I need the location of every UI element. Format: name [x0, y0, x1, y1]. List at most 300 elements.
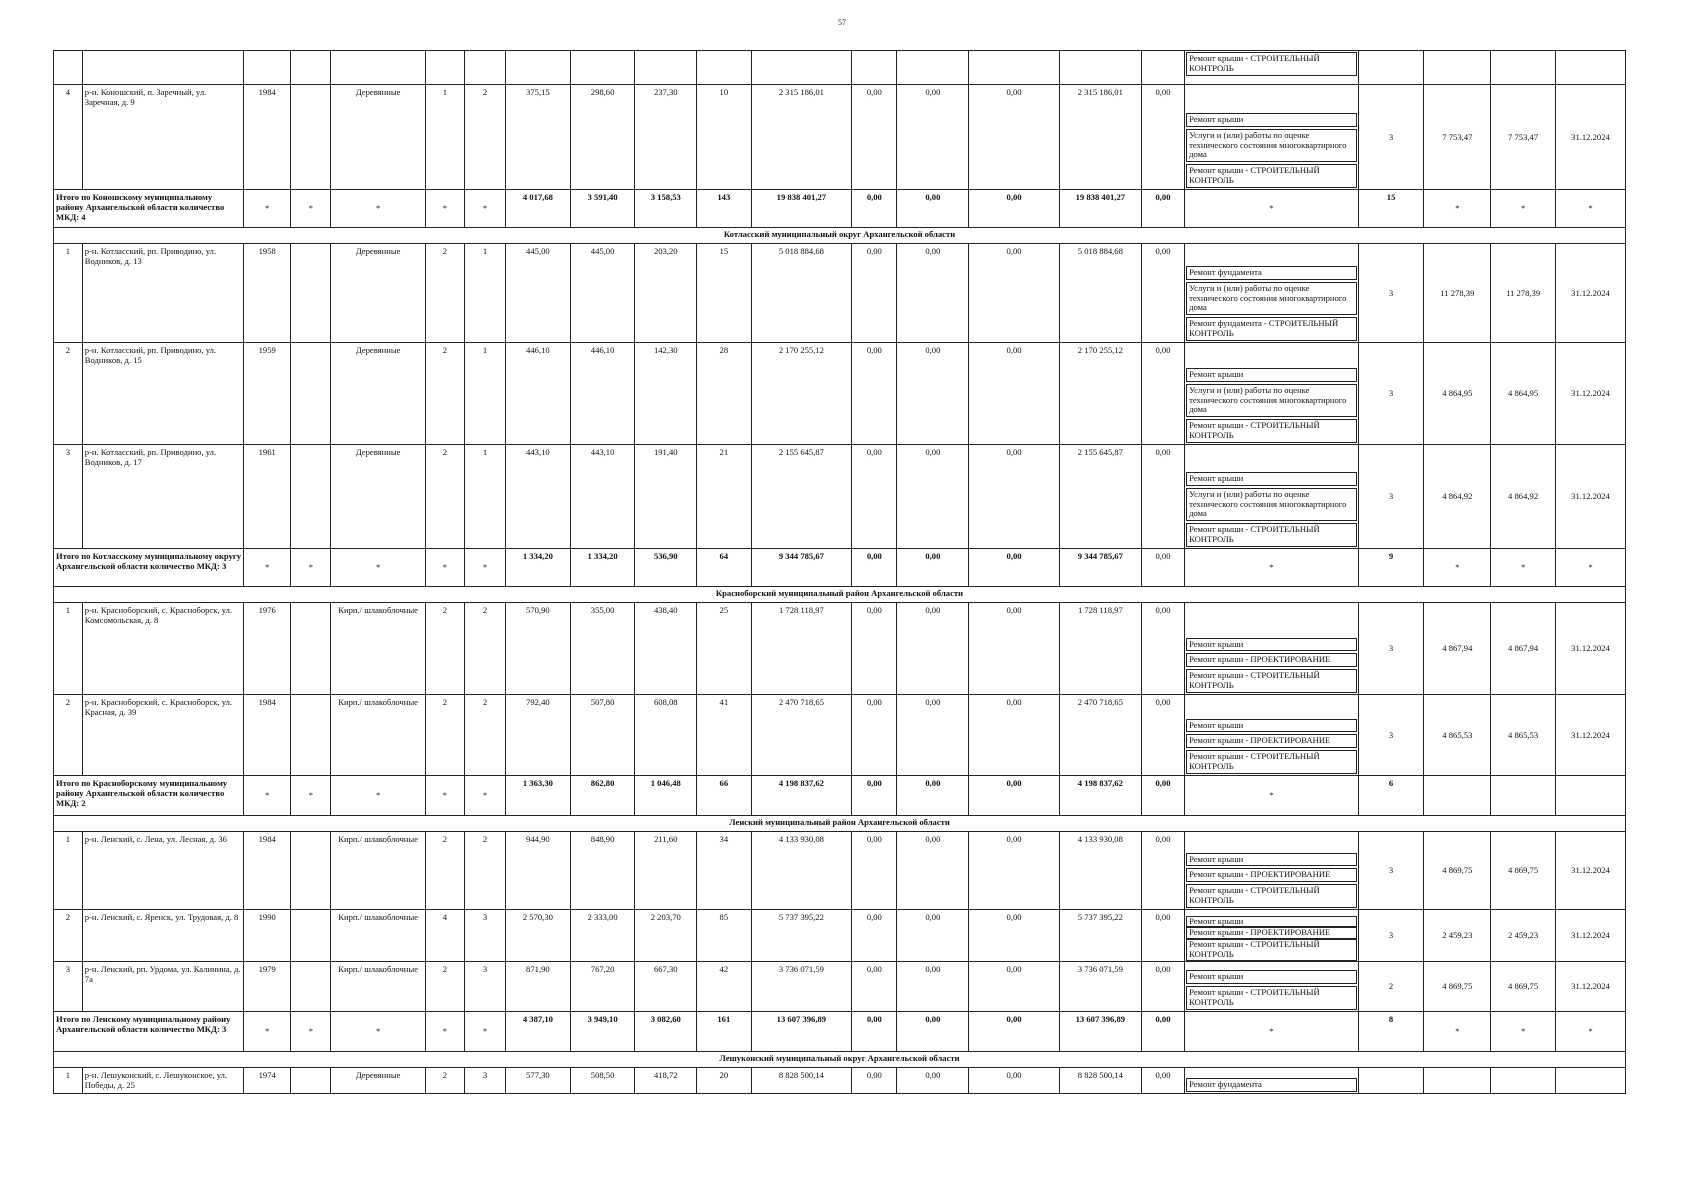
budget-region: 0,00 — [897, 832, 969, 910]
works-count: 2 — [1358, 962, 1424, 1012]
unit-cost: 4 864,92 — [1424, 445, 1491, 549]
residents: 25 — [697, 603, 751, 695]
empty-cell — [1555, 776, 1625, 816]
houses-table — [53, 50, 1626, 1094]
region-title: Лешуконский муниципальный округ Архангельской области — [54, 1052, 1626, 1068]
subtotal-star: * — [464, 549, 505, 587]
work-types-cell — [1185, 445, 1359, 549]
fund: 0,00 — [852, 695, 897, 776]
subtotal-budget-region: 0,00 — [897, 549, 969, 587]
build-year: 1984 — [244, 695, 291, 776]
empty-cell — [464, 51, 505, 85]
owners: 8 828 500,14 — [1059, 1068, 1141, 1094]
work-type-item: Ремонт крыши — [1186, 113, 1357, 127]
unit-cost-limit: 4 865,53 — [1491, 695, 1556, 776]
budget-local: 0,00 — [969, 85, 1059, 190]
budget-region: 0,00 — [897, 244, 969, 343]
row-number: 1 — [54, 1068, 83, 1094]
work-type-item: Ремонт крыши - СТРОИТЕЛЬНЫЙ КОНТРОЛЬ — [1186, 939, 1357, 961]
deadline: 31.12.2024 — [1555, 962, 1625, 1012]
subtotal-works-count: 6 — [1358, 776, 1424, 816]
empty-cell — [291, 910, 331, 962]
works-count: 3 — [1358, 603, 1424, 695]
work-type-item: Ремонт фундамента — [1186, 266, 1357, 280]
entrances: 2 — [464, 603, 505, 695]
budget-region: 0,00 — [897, 962, 969, 1012]
unit-cost: 4 869,75 — [1424, 962, 1491, 1012]
subtotal-star: * — [244, 776, 291, 816]
empty-cell — [1141, 51, 1184, 85]
area-residents: 418,72 — [635, 1068, 697, 1094]
work-type-item: Ремонт крыши — [1186, 368, 1357, 382]
floors: 2 — [425, 244, 464, 343]
subtotal-star: * — [1424, 1012, 1491, 1052]
residents: 42 — [697, 962, 751, 1012]
work-types-cell — [1185, 832, 1359, 910]
subtotal-star: * — [1491, 549, 1556, 587]
subtotal-other: 0,00 — [1141, 776, 1184, 816]
house-row — [54, 85, 1626, 190]
build-year: 1961 — [244, 445, 291, 549]
subtotal-owners: 13 607 396,89 — [1059, 1012, 1141, 1052]
work-type-item: Ремонт крыши - ПРОЕКТИРОВАНИЕ — [1186, 868, 1357, 882]
subtotal-residents: 143 — [697, 190, 751, 228]
build-year: 1979 — [244, 962, 291, 1012]
subtotal-area-living: 3 949,10 — [570, 1012, 635, 1052]
subtotal-star: * — [1424, 190, 1491, 228]
house-row — [54, 962, 1626, 1012]
empty-cell — [291, 962, 331, 1012]
budget-local: 0,00 — [969, 343, 1059, 445]
area-residents: 608,08 — [635, 695, 697, 776]
entrances: 1 — [464, 244, 505, 343]
owners: 5 737 395,22 — [1059, 910, 1141, 962]
work-type-item: Ремонт крыши - СТРОИТЕЛЬНЫЙ КОНТРОЛЬ — [1186, 669, 1357, 693]
subtotal-budget-local: 0,00 — [969, 1012, 1059, 1052]
house-row — [54, 832, 1626, 910]
deadline: 31.12.2024 — [1555, 603, 1625, 695]
area-residents: 211,60 — [635, 832, 697, 910]
area-residents: 2 203,70 — [635, 910, 697, 962]
subtotal-area-residents: 1 046,48 — [635, 776, 697, 816]
other: 0,00 — [1141, 910, 1184, 962]
floors: 4 — [425, 910, 464, 962]
budget-region: 0,00 — [897, 343, 969, 445]
subtotal-star: * — [425, 776, 464, 816]
budget-region: 0,00 — [897, 445, 969, 549]
work-types-cell — [1185, 695, 1359, 776]
other: 0,00 — [1141, 603, 1184, 695]
row-number: 1 — [54, 832, 83, 910]
subtotal-fund: 0,00 — [852, 549, 897, 587]
subtotal-area-residents: 3 158,53 — [635, 190, 697, 228]
wall-material: Кирп./ шлакоблочные — [331, 962, 426, 1012]
house-address: р-н. Лешуконский, с. Лешуконское, ул. Победы, д. 25 — [82, 1068, 243, 1094]
subtotal-area-total: 1 363,30 — [506, 776, 571, 816]
empty-cell — [506, 51, 571, 85]
house-address: р-н. Красноборский, с. Красноборск, ул. Комсомольская, д. 8 — [82, 603, 243, 695]
subtotal-star: * — [244, 190, 291, 228]
area-living: 2 333,00 — [570, 910, 635, 962]
subtotal-budget-region: 0,00 — [897, 776, 969, 816]
works-count: 3 — [1358, 343, 1424, 445]
subtotal-area-living: 3 591,40 — [570, 190, 635, 228]
build-year: 1990 — [244, 910, 291, 962]
subtotal-star: * — [244, 549, 291, 587]
unit-cost: 4 867,94 — [1424, 603, 1491, 695]
empty-cell — [291, 51, 331, 85]
entrances: 2 — [464, 832, 505, 910]
area-residents: 191,40 — [635, 445, 697, 549]
unit-cost-limit: 4 864,95 — [1491, 343, 1556, 445]
subtotal-residents: 161 — [697, 1012, 751, 1052]
wall-material: Кирп./ шлакоблочные — [331, 832, 426, 910]
work-type-item: Ремонт крыши - СТРОИТЕЛЬНЫЙ КОНТРОЛЬ — [1186, 419, 1357, 443]
row-number: 2 — [54, 910, 83, 962]
budget-local: 0,00 — [969, 445, 1059, 549]
unit-cost — [1424, 1068, 1491, 1094]
empty-cell — [244, 51, 291, 85]
empty-cell — [291, 695, 331, 776]
subtotal-residents: 66 — [697, 776, 751, 816]
subtotal-star: * — [1424, 549, 1491, 587]
works-count: 3 — [1358, 244, 1424, 343]
subtotal-star: * — [464, 776, 505, 816]
floors: 2 — [425, 343, 464, 445]
area-total: 375,15 — [506, 85, 571, 190]
row-number: 1 — [54, 244, 83, 343]
subtotal-star: * — [291, 190, 331, 228]
cost: 1 728 118,97 — [751, 603, 852, 695]
subtotal-area-total: 4 387,10 — [506, 1012, 571, 1052]
build-year: 1958 — [244, 244, 291, 343]
cost: 8 828 500,14 — [751, 1068, 852, 1094]
empty-cell — [291, 343, 331, 445]
residents: 15 — [697, 244, 751, 343]
empty-cell — [1555, 51, 1625, 85]
house-address: р-н. Котласский, рп. Приводино, ул. Водников, д. 13 — [82, 244, 243, 343]
deadline: 31.12.2024 — [1555, 343, 1625, 445]
house-address: р-н. Ленский, с. Лена, ул. Лесная, д. 36 — [82, 832, 243, 910]
unit-cost-limit: 11 278,39 — [1491, 244, 1556, 343]
deadline: 31.12.2024 — [1555, 832, 1625, 910]
work-type-item: Ремонт крыши - ПРОЕКТИРОВАНИЕ — [1186, 927, 1357, 939]
empty-cell — [570, 51, 635, 85]
cost: 5 018 884,68 — [751, 244, 852, 343]
deadline: 31.12.2024 — [1555, 85, 1625, 190]
subtotal-cost: 19 838 401,27 — [751, 190, 852, 228]
subtotal-star: * — [291, 1012, 331, 1052]
subtotal-star: * — [244, 1012, 291, 1052]
cost: 2 170 255,12 — [751, 343, 852, 445]
wall-material: Деревянные — [331, 445, 426, 549]
subtotal-star: * — [1555, 190, 1625, 228]
entrances: 1 — [464, 445, 505, 549]
row-number: 2 — [54, 695, 83, 776]
subtotal-fund: 0,00 — [852, 1012, 897, 1052]
deadline: 31.12.2024 — [1555, 445, 1625, 549]
empty-cell — [291, 1068, 331, 1094]
subtotal-works-count: 15 — [1358, 190, 1424, 228]
wall-material: Деревянные — [331, 244, 426, 343]
area-living: 767,20 — [570, 962, 635, 1012]
house-row — [54, 343, 1626, 445]
fund: 0,00 — [852, 603, 897, 695]
unit-cost-limit: 4 869,75 — [1491, 832, 1556, 910]
cost: 5 737 395,22 — [751, 910, 852, 962]
other: 0,00 — [1141, 962, 1184, 1012]
subtotal-star: * — [425, 190, 464, 228]
unit-cost-limit: 4 867,94 — [1491, 603, 1556, 695]
owners: 3 736 071,59 — [1059, 962, 1141, 1012]
work-types-cell — [1185, 343, 1359, 445]
subtotal-label: Итого по Ленскому муниципальному району Архангельской области количество МКД: 3 — [54, 1012, 244, 1052]
work-types-cell — [1185, 603, 1359, 695]
subtotal-budget-local: 0,00 — [969, 549, 1059, 587]
cost: 2 155 645,87 — [751, 445, 852, 549]
work-type-item: Ремонт крыши — [1186, 916, 1357, 928]
subtotal-row — [54, 190, 1626, 228]
subtotal-area-living: 1 334,20 — [570, 549, 635, 587]
area-total: 445,00 — [506, 244, 571, 343]
other: 0,00 — [1141, 695, 1184, 776]
fund: 0,00 — [852, 1068, 897, 1094]
subtotal-cost: 9 344 785,67 — [751, 549, 852, 587]
subtotal-star: * — [464, 1012, 505, 1052]
unit-cost-limit: 4 864,92 — [1491, 445, 1556, 549]
region-title: Котласский муниципальный округ Архангельской области — [54, 228, 1626, 244]
row-number: 4 — [54, 85, 83, 190]
empty-cell — [331, 51, 426, 85]
subtotal-fund: 0,00 — [852, 190, 897, 228]
house-row — [54, 244, 1626, 343]
budget-region: 0,00 — [897, 695, 969, 776]
budget-local: 0,00 — [969, 910, 1059, 962]
work-type-item: Услуги и (или) работы по оценке технического состояния многоквартирного дома — [1186, 488, 1357, 522]
area-total: 871,90 — [506, 962, 571, 1012]
residents: 85 — [697, 910, 751, 962]
subtotal-star: * — [331, 549, 426, 587]
area-living: 445,00 — [570, 244, 635, 343]
budget-local: 0,00 — [969, 832, 1059, 910]
subtotal-other: 0,00 — [1141, 190, 1184, 228]
work-type-item: Ремонт крыши — [1186, 970, 1357, 984]
owners: 5 018 884,68 — [1059, 244, 1141, 343]
deadline: 31.12.2024 — [1555, 244, 1625, 343]
work-type-item: Ремонт крыши - ПРОЕКТИРОВАНИЕ — [1186, 653, 1357, 667]
work-type-item: Ремонт крыши - СТРОИТЕЛЬНЫЙ КОНТРОЛЬ — [1186, 986, 1357, 1010]
wall-material: Кирп./ шлакоблочные — [331, 695, 426, 776]
row-number: 3 — [54, 962, 83, 1012]
build-year: 1976 — [244, 603, 291, 695]
fund: 0,00 — [852, 85, 897, 190]
area-living: 446,10 — [570, 343, 635, 445]
cost: 3 736 071,59 — [751, 962, 852, 1012]
house-row — [54, 445, 1626, 549]
empty-cell — [1424, 776, 1491, 816]
other: 0,00 — [1141, 244, 1184, 343]
subtotal-area-total: 1 334,20 — [506, 549, 571, 587]
subtotal-star: * — [425, 1012, 464, 1052]
unit-cost-limit: 2 459,23 — [1491, 910, 1556, 962]
area-living: 507,80 — [570, 695, 635, 776]
work-type-item: Ремонт крыши — [1186, 719, 1357, 733]
subtotal-row — [54, 549, 1626, 587]
empty-cell — [82, 51, 243, 85]
works-count: 3 — [1358, 85, 1424, 190]
subtotal-other: 0,00 — [1141, 1012, 1184, 1052]
residents: 41 — [697, 695, 751, 776]
unit-cost-limit: 7 753,47 — [1491, 85, 1556, 190]
subtotal-star: * — [1491, 190, 1556, 228]
continued-row — [54, 51, 1626, 85]
owners: 4 133 930,08 — [1059, 832, 1141, 910]
residents: 34 — [697, 832, 751, 910]
work-types-cell — [1185, 962, 1359, 1012]
region-header-row — [54, 587, 1626, 603]
work-type-item: Услуги и (или) работы по оценке технического состояния многоквартирного дома — [1186, 129, 1357, 163]
work-type-item: Ремонт фундамента - СТРОИТЕЛЬНЫЙ КОНТРОЛЬ — [1186, 317, 1357, 341]
floors: 2 — [425, 445, 464, 549]
subtotal-star: * — [331, 190, 426, 228]
entrances: 3 — [464, 1068, 505, 1094]
row-number: 1 — [54, 603, 83, 695]
subtotal-star: * — [331, 1012, 426, 1052]
owners: 1 728 118,97 — [1059, 603, 1141, 695]
entrances: 3 — [464, 910, 505, 962]
area-total: 443,10 — [506, 445, 571, 549]
house-address: р-н. Коношский, п. Заречный, ул. Заречная, д. 9 — [82, 85, 243, 190]
subtotal-owners: 4 198 837,62 — [1059, 776, 1141, 816]
area-residents: 667,30 — [635, 962, 697, 1012]
works-count — [1358, 1068, 1424, 1094]
area-residents: 237,30 — [635, 85, 697, 190]
area-total: 570,90 — [506, 603, 571, 695]
cost: 2 315 186,01 — [751, 85, 852, 190]
empty-cell — [291, 445, 331, 549]
work-type-item: Ремонт крыши - ПРОЕКТИРОВАНИЕ — [1186, 734, 1357, 748]
region-header-row — [54, 1052, 1626, 1068]
subtotal-budget-local: 0,00 — [969, 190, 1059, 228]
work-type-item: Ремонт крыши - СТРОИТЕЛЬНЫЙ КОНТРОЛЬ — [1186, 164, 1357, 188]
house-address: р-н. Котласский, рп. Приводино, ул. Водников, д. 17 — [82, 445, 243, 549]
subtotal-star: * — [1555, 549, 1625, 587]
house-row — [54, 695, 1626, 776]
subtotal-cost: 4 198 837,62 — [751, 776, 852, 816]
wall-material: Деревянные — [331, 343, 426, 445]
subtotal-star: * — [425, 549, 464, 587]
area-total: 792,40 — [506, 695, 571, 776]
subtotal-area-living: 862,80 — [570, 776, 635, 816]
work-type-item: Услуги и (или) работы по оценке технического состояния многоквартирного дома — [1186, 384, 1357, 418]
floors: 2 — [425, 695, 464, 776]
residents: 21 — [697, 445, 751, 549]
empty-cell — [751, 51, 852, 85]
empty-cell — [291, 603, 331, 695]
unit-cost-limit: 4 869,75 — [1491, 962, 1556, 1012]
empty-cell — [852, 51, 897, 85]
area-total: 446,10 — [506, 343, 571, 445]
page-number: 57 — [838, 18, 846, 27]
owners: 2 315 186,01 — [1059, 85, 1141, 190]
owners: 2 470 718,65 — [1059, 695, 1141, 776]
owners: 2 170 255,12 — [1059, 343, 1141, 445]
unit-cost: 7 753,47 — [1424, 85, 1491, 190]
wall-material: Деревянные — [331, 85, 426, 190]
region-header-row — [54, 228, 1626, 244]
budget-local: 0,00 — [969, 962, 1059, 1012]
work-type-item: Ремонт крыши — [1186, 472, 1357, 486]
owners: 2 155 645,87 — [1059, 445, 1141, 549]
empty-cell — [897, 51, 969, 85]
work-type-item: Ремонт крыши — [1186, 638, 1357, 652]
area-residents: 142,30 — [635, 343, 697, 445]
work-type-item: Ремонт фундамента — [1186, 1078, 1357, 1092]
work-types-cell — [1185, 1068, 1359, 1094]
budget-region: 0,00 — [897, 910, 969, 962]
unit-cost: 2 459,23 — [1424, 910, 1491, 962]
fund: 0,00 — [852, 244, 897, 343]
subtotal-owners: 9 344 785,67 — [1059, 549, 1141, 587]
empty-cell — [291, 85, 331, 190]
wall-material: Кирп./ шлакоблочные — [331, 910, 426, 962]
floors: 2 — [425, 1068, 464, 1094]
house-address: р-н. Ленский, рп. Урдома, ул. Калинина, д. 7а — [82, 962, 243, 1012]
subtotal-cost: 13 607 396,89 — [751, 1012, 852, 1052]
entrances: 2 — [464, 85, 505, 190]
unit-cost: 4 864,95 — [1424, 343, 1491, 445]
subtotal-other: 0,00 — [1141, 549, 1184, 587]
work-types-cell — [1185, 51, 1359, 85]
area-residents: 203,20 — [635, 244, 697, 343]
works-count: 3 — [1358, 910, 1424, 962]
budget-local: 0,00 — [969, 244, 1059, 343]
residents: 28 — [697, 343, 751, 445]
cost: 4 133 930,08 — [751, 832, 852, 910]
works-count: 3 — [1358, 832, 1424, 910]
work-type-item: Ремонт крыши - СТРОИТЕЛЬНЫЙ КОНТРОЛЬ — [1186, 750, 1357, 774]
area-total: 944,90 — [506, 832, 571, 910]
budget-local: 0,00 — [969, 695, 1059, 776]
subtotal-budget-region: 0,00 — [897, 190, 969, 228]
subtotal-works-count: 8 — [1358, 1012, 1424, 1052]
area-total: 577,30 — [506, 1068, 571, 1094]
house-address: р-н. Красноборский, с. Красноборск, ул. Красная, д. 39 — [82, 695, 243, 776]
empty-cell — [54, 51, 83, 85]
empty-cell — [969, 51, 1059, 85]
work-type-item: Ремонт крыши - СТРОИТЕЛЬНЫЙ КОНТРОЛЬ — [1186, 523, 1357, 547]
unit-cost: 4 869,75 — [1424, 832, 1491, 910]
budget-local: 0,00 — [969, 603, 1059, 695]
subtotal-star: * — [291, 776, 331, 816]
wall-material: Кирп./ шлакоблочные — [331, 603, 426, 695]
floors: 2 — [425, 962, 464, 1012]
cost: 2 470 718,65 — [751, 695, 852, 776]
other: 0,00 — [1141, 445, 1184, 549]
entrances: 2 — [464, 695, 505, 776]
other: 0,00 — [1141, 85, 1184, 190]
house-address: р-н. Котласский, рп. Приводино, ул. Водников, д. 15 — [82, 343, 243, 445]
region-title: Ленский муниципальный район Архангельской области — [54, 816, 1626, 832]
deadline: 31.12.2024 — [1555, 695, 1625, 776]
build-year: 1984 — [244, 85, 291, 190]
subtotal-star: * — [1491, 1012, 1556, 1052]
work-type-item: Ремонт крыши — [1186, 853, 1357, 867]
subtotal-star: * — [464, 190, 505, 228]
house-address: р-н. Ленский, с. Яренск, ул. Трудовая, д. 8 — [82, 910, 243, 962]
subtotal-label: Итого по Котласскому муниципальному округу Архангельской области количество МКД: 3 — [54, 549, 244, 587]
subtotal-works-star: * — [1185, 549, 1359, 587]
